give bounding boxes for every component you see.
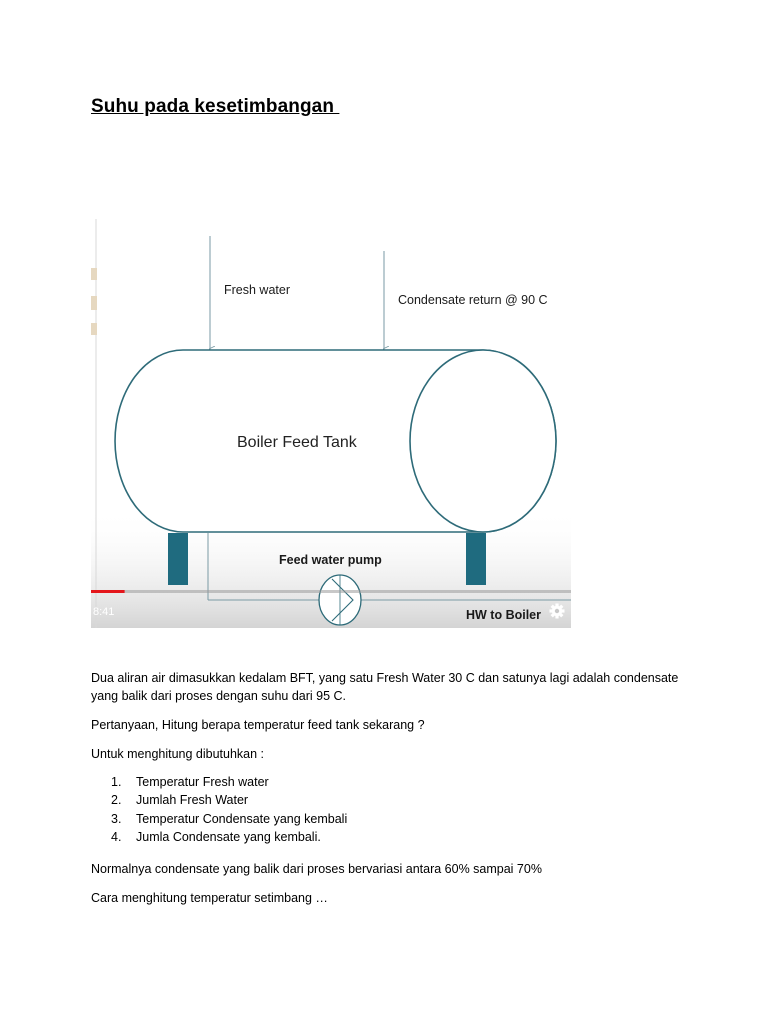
list-item [111,773,347,791]
page-heading: Suhu pada kesetimbangan [91,96,340,117]
video-progress-track[interactable] [91,590,571,593]
video-progress-fill [91,590,125,593]
list-item [111,810,347,828]
gear-icon[interactable] [550,604,565,619]
paragraph-condensate-ratio: Normalnya condensate yang balik dari proses bervariasi antara 60% sampai 70% [91,862,542,876]
pump-label: Feed water pump [279,553,382,567]
edge-artifact [91,268,97,280]
condensate-return-label: Condensate return @ 90 C [398,293,548,307]
boiler-feed-tank-diagram [91,219,571,628]
edge-artifact [91,323,97,335]
list-text: Jumla Condensate yang kembali. [136,829,321,844]
list-text: Temperatur Fresh water [136,775,269,789]
requirements-list [111,773,347,846]
fresh-water-label: Fresh water [224,283,290,297]
paragraph-intro: Dua aliran air dimasukkan kedalam BFT, yang satu Fresh Water 30 C dan satunya lagi adalah condensate yang balik dari proses dengan suhu dari 95 C. [91,671,679,703]
video-timestamp: 8:41 [93,606,115,618]
feed-water-pump-symbol [319,575,361,625]
paragraph-requirements: Untuk menghitung dibutuhkan : [91,747,265,761]
tank-leg-left [168,533,188,585]
list-item [111,791,347,809]
list-number: 4. [111,829,122,844]
list-number: 1. [111,775,122,789]
tank-leg-right [466,533,486,585]
list-text: Jumlah Fresh Water [136,793,249,808]
list-item [111,828,347,846]
list-number: 3. [111,811,122,826]
tank-label: Boiler Feed Tank [237,434,357,451]
list-text: Temperatur Condensate yang kembali [136,811,348,826]
paragraph-question: Pertanyaan, Hitung berapa temperatur feed tank sekarang ? [91,718,425,732]
outlet-label: HW to Boiler [466,608,541,622]
video-screenshot [91,219,571,628]
paragraph-calculation: Cara menghitung temperatur setimbang … [91,891,328,905]
list-number: 2. [111,793,122,808]
tank-end-cap [410,350,556,532]
edge-artifact [91,296,97,310]
